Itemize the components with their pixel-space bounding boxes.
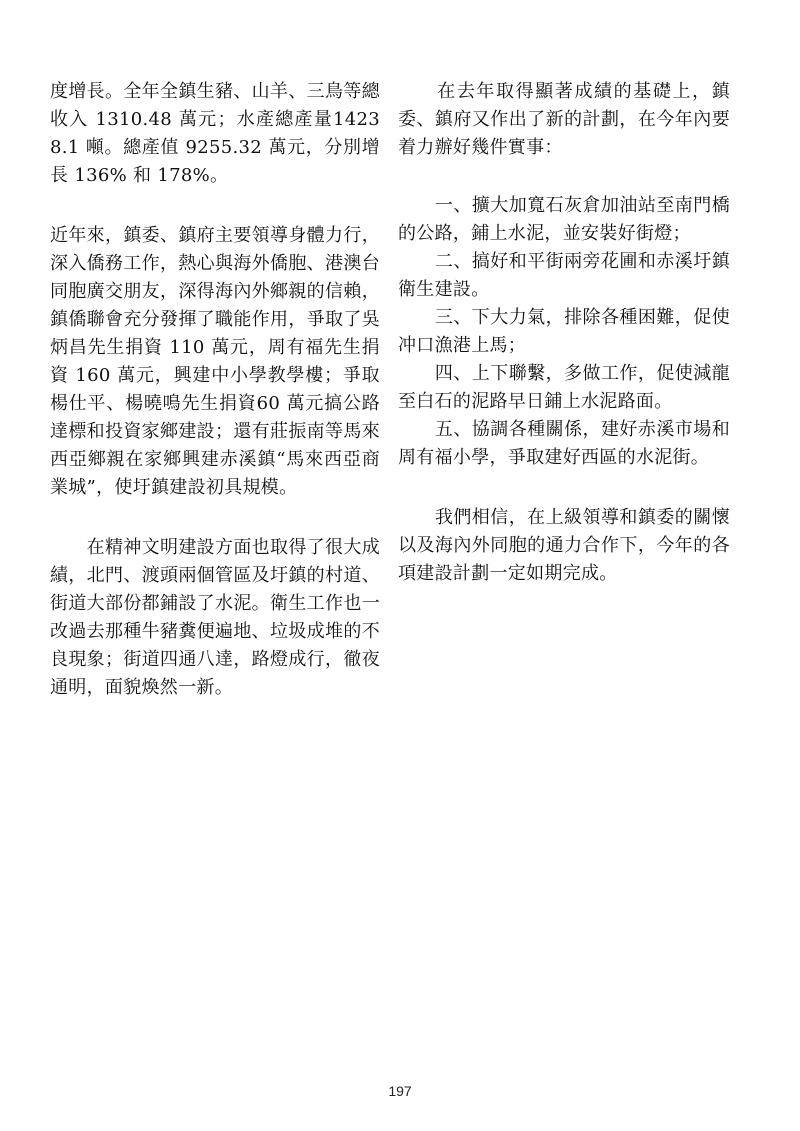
paragraph-production-growth: 度增長。全年全鎮生豬、山羊、三鳥等總收入 1310.48 萬元；水產總產量14238.1 噸。總產值 9255.32 萬元，分別增長 136% 和 178%。: [50, 81, 380, 186]
left-column: [50, 78, 380, 702]
plan-item-1: 一、擴大加寬石灰倉加油站至南門橋的公路，鋪上水泥，並安裝好街燈；: [398, 195, 730, 244]
page-number: 197: [388, 1083, 412, 1099]
plan-item-3: 三、下大力氣，排除各種困難，促使冲口漁港上馬；: [398, 307, 730, 356]
plan-item-4: 四、上下聯繫，多做工作，促使減龍至白石的泥路早日鋪上水泥路面。: [398, 363, 730, 412]
paragraph-conclusion: 我們相信，在上級領導和鎮委的關懷以及海內外同胞的通力合作下，今年的各項建設計劃一定如期完成。: [398, 507, 730, 584]
paragraph-overseas-donations: 近年來，鎮委、鎮府主要領導身體力行，深入僑務工作，熱心與海外僑胞、港澳台同胞廣交朋友，深得海內外鄉親的信賴，鎮僑聯會充分發揮了職能作用，爭取了吳炳昌先生捐資 110 萬元，周有福先生捐資 160 萬元，興建中小學教學樓；爭取楊仕平、楊曉鳴先生捐資60 萬元搞公路達標和投資家鄉建設；還有莊振南等馬來西亞鄉親在家鄉興建赤溪鎮“馬來西亞商業城”，使圩鎮建設初具規模。: [50, 225, 380, 498]
plan-item-5: 五、協調各種關係，建好赤溪市場和周有福小學，爭取建好西區的水泥街。: [398, 419, 730, 468]
paragraph-new-plans-intro: 在去年取得顯著成績的基礎上，鎮委、鎮府又作出了新的計劃，在今年內要着力辦好幾件實事：: [398, 81, 730, 158]
right-column: [398, 78, 730, 588]
plan-item-2: 二、搞好和平街兩旁花圃和赤溪圩鎮衛生建設。: [398, 251, 730, 300]
paragraph-civilization-building: 在精神文明建設方面也取得了很大成績，北門、渡頭兩個管區及圩鎮的村道、街道大部份都鋪設了水泥。衛生工作也一改過去那種牛豬糞便遍地、垃圾成堆的不良現象；街道四通八達，路燈成行，徹夜通明，面貌煥然一新。: [50, 537, 380, 698]
